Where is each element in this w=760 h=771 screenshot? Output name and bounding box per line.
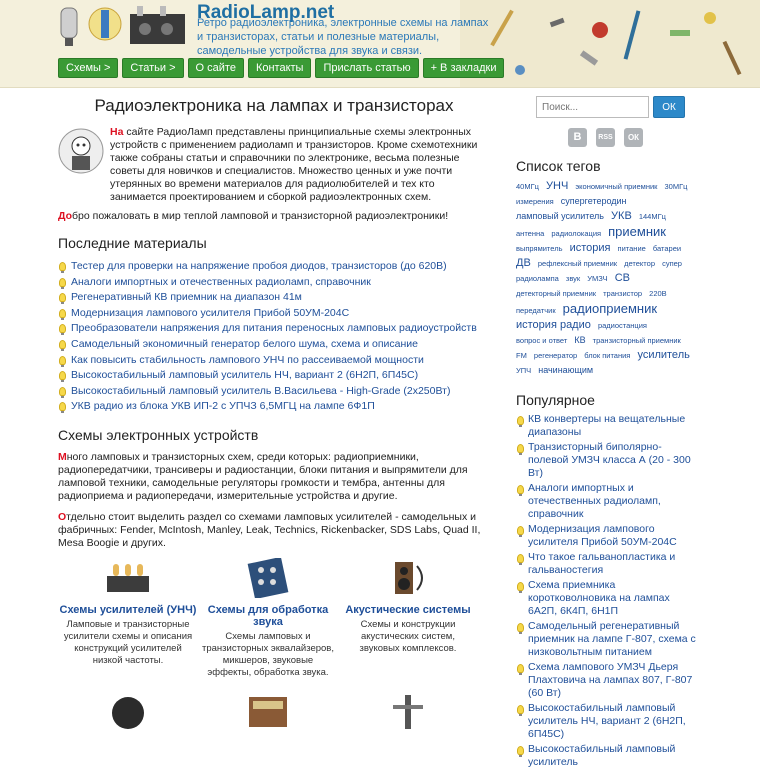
tag-link[interactable]: УНЧ: [546, 180, 569, 192]
popular-item[interactable]: Транзисторный биполярно-полевой УМЗЧ класса А (20 - 300 Вт): [516, 441, 696, 480]
schemes-title: Схемы электронных устройств: [58, 426, 259, 443]
category-card-speakers[interactable]: Акустические системы Схемы и конструкции акустических систем, звуковых комплексов.: [338, 558, 478, 679]
bulb-icon: [517, 705, 524, 714]
tag-link[interactable]: 30МГц: [664, 182, 688, 191]
tag-link[interactable]: УКВ: [611, 210, 632, 222]
tag-link[interactable]: радиолокация: [551, 229, 602, 238]
tag-link[interactable]: батареи: [652, 244, 682, 253]
amplifier-icon: [103, 558, 153, 598]
tag-link[interactable]: вопрос и ответ: [516, 336, 568, 345]
tag-link[interactable]: УПЧ: [516, 366, 532, 375]
tag-link[interactable]: история: [569, 242, 611, 254]
tag-link[interactable]: 144МГц: [638, 212, 666, 221]
social-links: [568, 128, 696, 147]
site-name[interactable]: RadioLamp.net: [197, 2, 335, 23]
bulb-icon: [59, 309, 66, 318]
bulb-icon: [517, 485, 524, 494]
tag-link[interactable]: усилитель: [637, 349, 690, 361]
radio-icon: [243, 691, 293, 731]
nav-contacts[interactable]: Контакты: [248, 58, 312, 78]
tag-link[interactable]: радиолампа: [516, 274, 559, 283]
latest-item[interactable]: Аналоги импортных и отечественных радиоламп, справочник: [58, 275, 490, 291]
tag-link[interactable]: начинающим: [538, 365, 594, 375]
bulb-icon: [517, 746, 524, 755]
bulb-icon: [59, 324, 66, 333]
nav-articles[interactable]: Статьи >: [122, 58, 183, 78]
nav-submit-article[interactable]: Прислать статью: [315, 58, 418, 78]
tag-link[interactable]: FM: [516, 351, 527, 360]
category-card-sound-processing[interactable]: Схемы для обработка звука Схемы ламповых и транзисторных эквалайзеров, микшеров, звуковые эффекты, обработка звука.: [198, 558, 338, 679]
antenna-icon: [383, 691, 433, 731]
header-parts-illustration: [460, 0, 760, 88]
tag-link[interactable]: 40МГц: [516, 182, 539, 191]
tag-link[interactable]: супер: [662, 259, 682, 268]
latest-title: Последние материалы: [58, 235, 207, 251]
rss-icon[interactable]: RSS: [596, 128, 615, 147]
tag-link[interactable]: УМЗЧ: [587, 274, 608, 283]
main-content: [58, 90, 490, 737]
nav-about[interactable]: О сайте: [188, 58, 244, 78]
popular-item[interactable]: Аналоги импортных и отечественных радиоламп, справочник: [516, 482, 696, 521]
tag-link[interactable]: история радио: [516, 319, 591, 331]
tag-link[interactable]: детекторный приемник: [516, 289, 597, 298]
tag-link[interactable]: ламповый усилитель: [516, 211, 604, 221]
tag-link[interactable]: супергетеродин: [560, 196, 627, 206]
category-card-antenna[interactable]: [338, 691, 478, 737]
latest-item[interactable]: УКВ радио из блока УКВ ИП-2 с УПЧЗ 6,5МГЦ на лампе 6Ф1П: [58, 399, 490, 415]
popular-title: Популярное: [516, 392, 595, 408]
site-tagline: Ретро радиоэлектроника, электронные схемы на лампах и транзисторах, статьи и полезные материалы, самодельные устройства для звука и связи.: [197, 17, 489, 57]
main-nav: [58, 58, 504, 78]
tag-link[interactable]: ДВ: [516, 257, 531, 269]
latest-item[interactable]: Модернизация лампового усилителя Прибой 50УМ-204С: [58, 306, 490, 322]
tag-link[interactable]: приемник: [608, 224, 666, 239]
speaker-icon: [383, 558, 433, 598]
receiver-icon: [103, 691, 153, 731]
latest-item[interactable]: Тестер для проверки на напряжение пробоя диодов, транзисторов (до 620В): [58, 259, 490, 275]
bulb-icon: [517, 444, 524, 453]
popular-item[interactable]: Самодельный регенеративный приемник на лампе Г-807, схема с низковольтным питанием: [516, 620, 696, 659]
bulb-icon: [59, 356, 66, 365]
bulb-icon: [517, 623, 524, 632]
tag-link[interactable]: СВ: [614, 272, 631, 284]
nav-schemes[interactable]: Схемы >: [58, 58, 118, 78]
tag-link[interactable]: рефлексный приемник: [537, 259, 618, 268]
latest-item[interactable]: Как повысить стабильность лампового УНЧ по рассеиваемой мощности: [58, 353, 490, 369]
popular-item[interactable]: Схема лампового УМЗЧ Дьеря Плахтовича на лампах 807, Г-807 (60 Вт): [516, 661, 696, 700]
bulb-icon: [59, 371, 66, 380]
category-card-radio[interactable]: [198, 691, 338, 737]
tag-link[interactable]: питание: [617, 244, 646, 253]
welcome-initial: До: [58, 210, 73, 222]
site-logo-illustration: [55, 2, 190, 54]
latest-item[interactable]: Регенеративный КВ приемник на диапазон 41м: [58, 290, 490, 306]
bulb-icon: [517, 554, 524, 563]
intro-initial: На: [110, 126, 124, 138]
search-form: [536, 96, 696, 118]
intro-text: сайте РадиоЛамп представлены принципиальные схемы электронных устройств с применением радиоламп и транзисторов. Кроме схемотехники также собраны статьи и справочники по электронике, весьма полезные советы для новичков и специалистов. Множество ценных и уже почти утерянных во времени материалов для радиолюбителей и тех кто занимается проектированием и сборкой радиоэлектронных схем.: [110, 126, 478, 203]
bulb-icon: [59, 387, 66, 396]
tag-cloud: [516, 179, 696, 378]
latest-list: [58, 259, 490, 415]
popular-item[interactable]: Высокостабильный ламповый усилитель: [516, 743, 696, 769]
intro-paragraph: [58, 126, 490, 204]
tag-link[interactable]: КВ: [574, 335, 586, 345]
schemes-paragraph-1: Много ламповых и транзисторных схем, среди которых: радиоприемники, радиопередатчики, трансиверы и радиостанции, блоки питания и выпрямители для ламповой техники, самодельные регуляторы громкости и тембра, антенны для радиоприема и радиопередачи, измерительные устройства и другие.: [58, 450, 468, 502]
popular-item[interactable]: Что такое гальванопластика и гальваностегия: [516, 551, 696, 577]
tag-link[interactable]: транзистор: [603, 289, 643, 298]
bulb-icon: [517, 582, 524, 591]
search-input[interactable]: [536, 96, 649, 118]
tag-link[interactable]: звук: [565, 274, 581, 283]
welcome-text: бро пожаловать в мир теплой ламповой и транзисторной радиоэлектроники!: [72, 210, 449, 222]
tag-link[interactable]: измерения: [516, 197, 554, 206]
tag-link[interactable]: детектор: [624, 259, 655, 268]
bulb-icon: [59, 402, 66, 411]
page-title: Радиоэлектроника на лампах и транзисторах: [94, 96, 454, 115]
schemes-paragraph-2: Отдельно стоит выделить раздел со схемами ламповых усилителей - самодельных и фабричных: Fender, McIntosh, Manley, Leak, Technics, Rickenbacker, SDS Labs, Quad II, Mesa Boogie и других.: [58, 510, 481, 549]
tag-link[interactable]: антенна: [516, 229, 545, 238]
tag-link[interactable]: радиостанция: [597, 321, 647, 330]
sidebar: [516, 96, 696, 771]
vk-icon[interactable]: В: [568, 128, 587, 147]
bulb-icon: [59, 278, 66, 287]
bulb-icon: [517, 416, 524, 425]
tag-link[interactable]: выпрямитель: [516, 244, 563, 253]
latest-item[interactable]: Высокостабильный ламповый усилитель В.Васильева - High-Grade (2х250Вт): [58, 384, 490, 400]
popular-item[interactable]: Модернизация лампового усилителя Прибой 50УМ-204С: [516, 523, 696, 549]
category-card-receivers[interactable]: [58, 691, 198, 737]
popular-item[interactable]: Схема приемника коротковолновика на лампах 6А2П, 6К4П, 6Н1П: [516, 579, 696, 618]
tag-link[interactable]: экономичный приемник: [575, 182, 658, 191]
tag-link[interactable]: регенератор: [533, 351, 578, 360]
latest-item[interactable]: Высокостабильный ламповый усилитель НЧ, вариант 2 (6Н2П, 6П45С): [58, 368, 490, 384]
bulb-icon: [59, 340, 66, 349]
category-cards: [58, 558, 490, 679]
tag-link[interactable]: радиоприемник: [562, 301, 658, 316]
search-button[interactable]: ОК: [653, 96, 685, 118]
tag-link[interactable]: блок питания: [584, 351, 631, 360]
engineer-avatar: [58, 128, 104, 174]
category-card-amplifiers[interactable]: Схемы усилителей (УНЧ) Ламповые и транзисторные усилители схемы и описания конструкций усилителей низкой частоты.: [58, 558, 198, 679]
latest-item[interactable]: Преобразователи напряжения для питания переносных ламповых радиоустройств: [58, 321, 490, 337]
bulb-icon: [59, 262, 66, 271]
site-header: [0, 0, 760, 88]
tag-link[interactable]: 220В: [649, 289, 667, 298]
equalizer-icon: [243, 558, 293, 598]
tag-link[interactable]: транзисторный приемник: [592, 336, 681, 345]
bulb-icon: [517, 664, 524, 673]
category-cards-row-2: [58, 691, 490, 737]
popular-list: [516, 413, 696, 769]
tag-link[interactable]: передатчик: [516, 306, 556, 315]
popular-item[interactable]: КВ конвертеры на вещательные диапазоны: [516, 413, 696, 439]
bulb-icon: [517, 526, 524, 535]
nav-bookmark[interactable]: + В закладки: [423, 58, 505, 78]
popular-item[interactable]: Высокостабильный ламповый усилитель НЧ, вариант 2 (6Н2П, 6П45С): [516, 702, 696, 741]
bulb-icon: [59, 293, 66, 302]
tags-title: Список тегов: [516, 158, 601, 174]
latest-item[interactable]: Самодельный экономичный генератор белого шума, схема и описание: [58, 337, 490, 353]
welcome-paragraph: [58, 210, 490, 223]
odnoklassniki-icon[interactable]: ОК: [624, 128, 643, 147]
